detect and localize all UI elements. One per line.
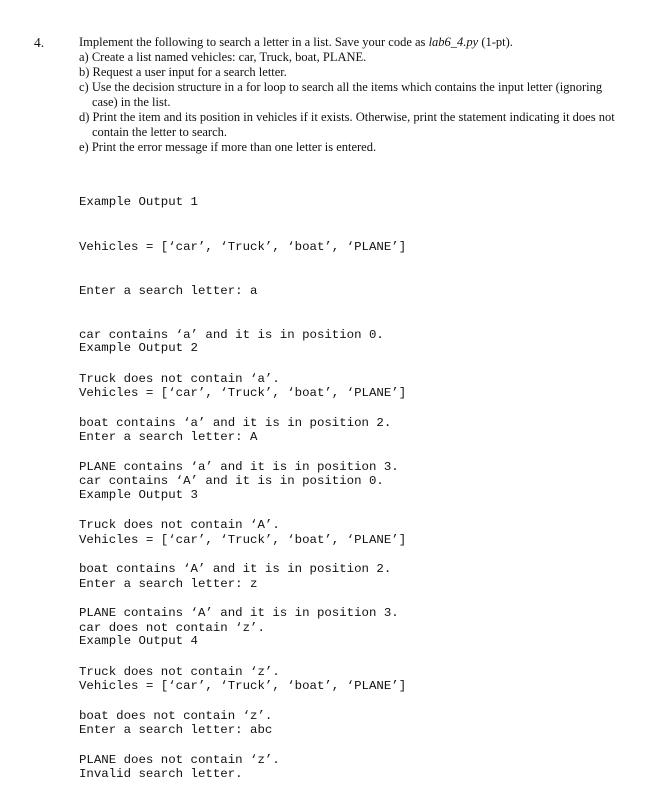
step-c bbox=[79, 80, 649, 110]
example-3-line-plane: PLANE does not contain ‘z’. bbox=[79, 753, 280, 768]
example-1-line-truck: Truck does not contain ‘a’. bbox=[79, 371, 280, 386]
example-2-line-boat: boat contains ‘A’ and it is in position 2. bbox=[79, 561, 392, 576]
example-4-line-error: Invalid search letter. bbox=[79, 766, 243, 781]
step-d bbox=[79, 110, 649, 140]
intro-prefix: Implement the following to search a letter in a list. Save your code as bbox=[79, 35, 429, 49]
example-4-line-vehicles: Vehicles = [‘car’, ‘Truck’, ‘boat’, ‘PLANE’] bbox=[79, 678, 407, 693]
question-instructions bbox=[79, 35, 649, 155]
example-2-line-plane: PLANE contains ‘A’ and it is in position 3. bbox=[79, 606, 399, 621]
step-d-line-2: contain the letter to search. bbox=[92, 125, 228, 139]
example-2-title: Example Output 2 bbox=[79, 341, 198, 356]
step-b-line-1: b) Request a user input for a search letter. bbox=[79, 65, 287, 79]
step-e-line-1: e) Print the error message if more than one letter is entered. bbox=[79, 140, 377, 154]
example-3-line-boat: boat does not contain ‘z’. bbox=[79, 708, 273, 723]
example-4-line-prompt: Enter a search letter: abc bbox=[79, 722, 273, 737]
example-3-line-truck: Truck does not contain ‘z’. bbox=[79, 664, 280, 679]
example-3-line-vehicles: Vehicles = [‘car’, ‘Truck’, ‘boat’, ‘PLANE’] bbox=[79, 532, 407, 547]
example-1-line-vehicles: Vehicles = [‘car’, ‘Truck’, ‘boat’, ‘PLANE’] bbox=[79, 239, 407, 254]
step-e bbox=[79, 140, 649, 155]
question-intro bbox=[79, 35, 649, 50]
example-2-line-prompt: Enter a search letter: A bbox=[79, 429, 258, 444]
example-output-4 bbox=[79, 605, 406, 811]
example-2-line-truck: Truck does not contain ‘A’. bbox=[79, 517, 280, 532]
step-c-line-1: c) Use the decision structure in a for loop to search all the items which contains the input letter (ignoring bbox=[79, 80, 603, 94]
example-2-line-car: car contains ‘A’ and it is in position 0. bbox=[79, 473, 384, 488]
intro-suffix: (1-pt). bbox=[478, 35, 513, 49]
example-3-line-prompt: Enter a search letter: z bbox=[79, 576, 258, 591]
example-1-title: Example Output 1 bbox=[79, 195, 198, 210]
example-3-line-car: car does not contain ‘z’. bbox=[79, 620, 265, 635]
step-a bbox=[79, 50, 649, 65]
step-c-line-2: case) in the list. bbox=[92, 95, 171, 109]
example-4-title: Example Output 4 bbox=[79, 634, 198, 649]
example-1-line-prompt: Enter a search letter: a bbox=[79, 283, 258, 298]
example-1-line-plane: PLANE contains ‘a’ and it is in position 3. bbox=[79, 460, 399, 475]
question-number: 4. bbox=[34, 35, 45, 50]
step-b bbox=[79, 65, 649, 80]
example-1-line-car: car contains ‘a’ and it is in position 0. bbox=[79, 327, 384, 342]
example-3-title: Example Output 3 bbox=[79, 488, 198, 503]
example-1-line-boat: boat contains ‘a’ and it is in position 2. bbox=[79, 415, 392, 430]
filename: lab6_4.py bbox=[428, 35, 479, 49]
example-2-line-vehicles: Vehicles = [‘car’, ‘Truck’, ‘boat’, ‘PLANE’] bbox=[79, 385, 407, 400]
step-a-line-1: a) Create a list named vehicles: car, Truck, boat, PLANE. bbox=[79, 50, 367, 64]
step-d-line-1: d) Print the item and its position in vehicles if it exists. Otherwise, print the statement indicating it does not bbox=[79, 110, 615, 124]
